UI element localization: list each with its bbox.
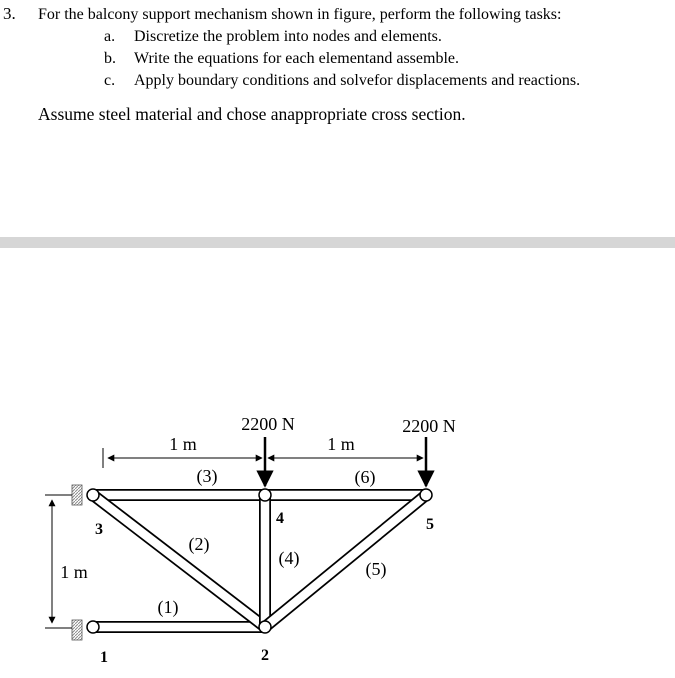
task-label: c. (104, 72, 116, 89)
wall-support-top (72, 485, 82, 505)
assumption-text: Assume steel material and chose anappropriate cross section. (38, 104, 466, 124)
joint-3 (87, 489, 99, 501)
element-label: (5) (365, 559, 387, 579)
node-label: 5 (426, 516, 434, 533)
question-prompt: For the balcony support mechanism shown in figure, perform the following tasks: (38, 6, 562, 23)
element-label: (3) (196, 466, 218, 486)
load-label: 2200 N (402, 416, 456, 436)
dimension-label: 1 m (327, 434, 355, 454)
task-label: b. (104, 50, 116, 67)
wall-support-bottom (72, 620, 82, 640)
joint-5 (420, 489, 432, 501)
joint-1 (87, 621, 99, 633)
element-label: (6) (354, 467, 376, 487)
element-label: (1) (157, 597, 179, 617)
task-text: Discretize the problem into nodes and elements. (134, 28, 442, 45)
element-label: (4) (278, 548, 300, 568)
dimension-label: 1 m (60, 562, 88, 582)
member-2 (93, 495, 265, 627)
dimension-label: 1 m (169, 434, 197, 454)
element-label: (2) (188, 534, 210, 554)
joint-4 (259, 489, 271, 501)
joint-2 (259, 621, 271, 633)
task-text: Apply boundary conditions and solvefor displacements and reactions. (134, 72, 581, 89)
load-label: 2200 N (241, 414, 295, 434)
node-label: 3 (95, 521, 103, 538)
node-label: 1 (100, 649, 108, 666)
node-label: 4 (276, 510, 284, 527)
task-text: Write the equations for each elementand assemble. (134, 50, 459, 67)
question-number: 3. (3, 4, 16, 23)
task-label: a. (104, 28, 116, 45)
node-label: 2 (261, 647, 269, 664)
